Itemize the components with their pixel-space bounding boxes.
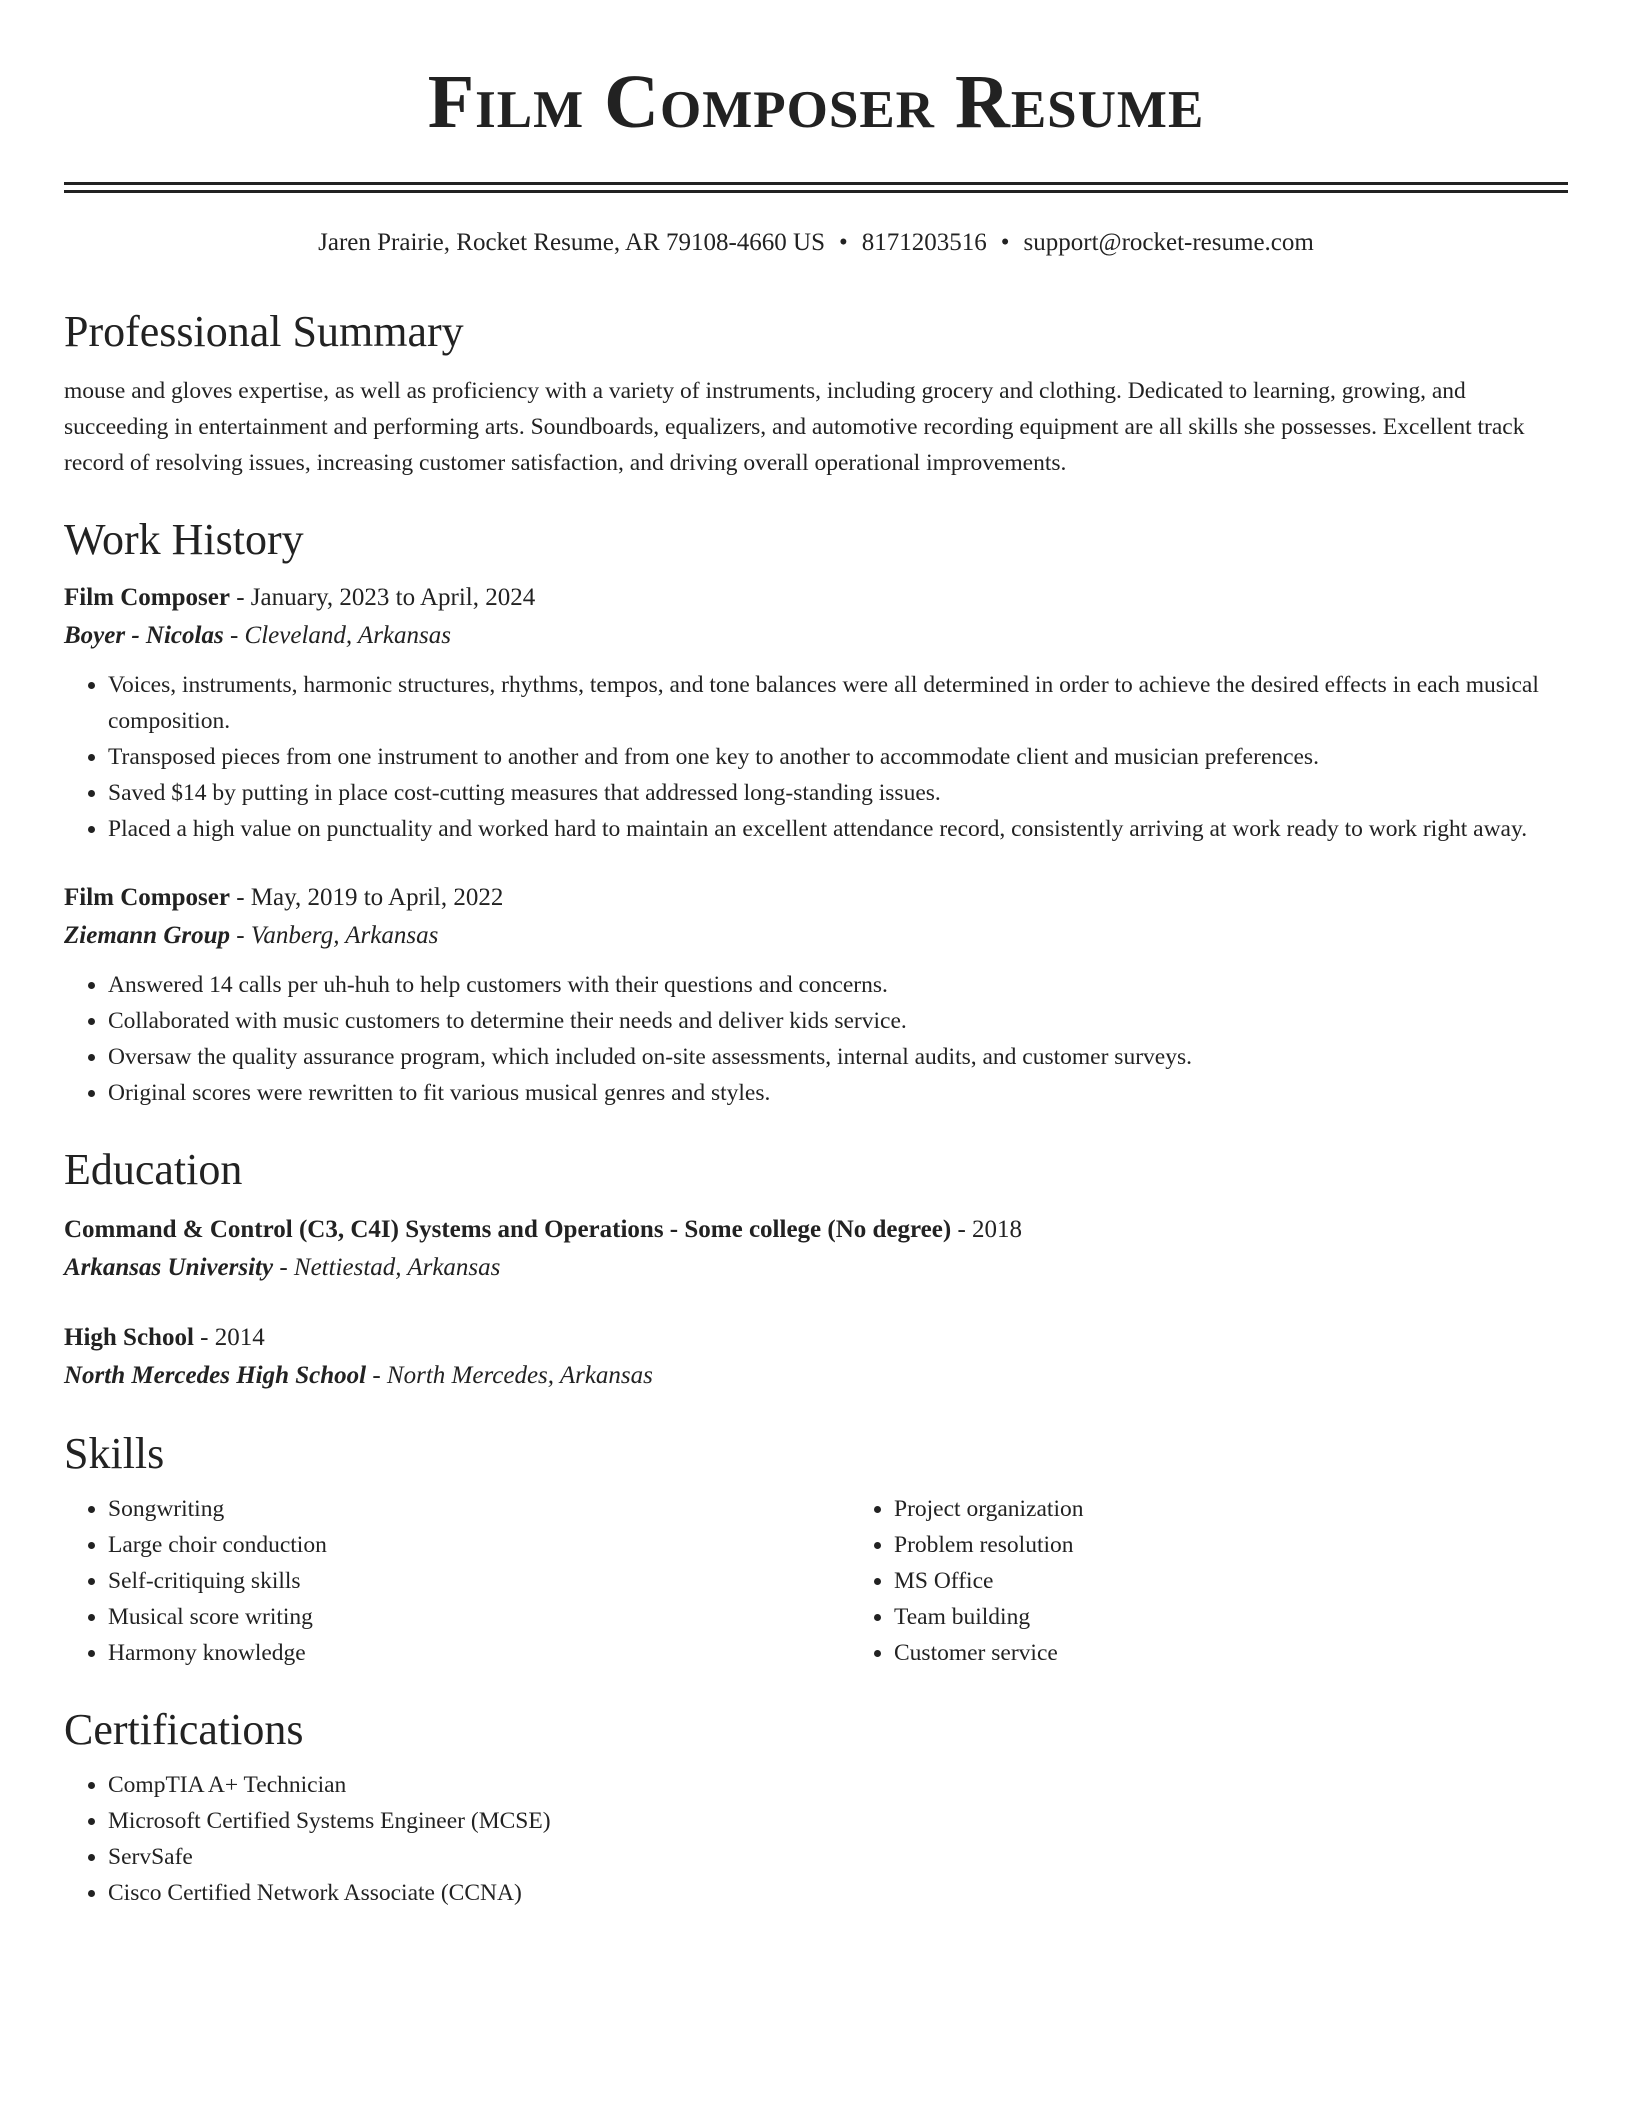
skills-columns bbox=[64, 1491, 1568, 1671]
list-item: • ServSafe bbox=[108, 1839, 1568, 1875]
summary-section bbox=[64, 305, 1568, 481]
education-entry bbox=[64, 1319, 1568, 1395]
job-entry bbox=[64, 879, 1568, 1111]
certifications-section bbox=[64, 1703, 1568, 1911]
education-degree: High School bbox=[64, 1324, 194, 1351]
contact-email: support@rocket-resume.com bbox=[1023, 229, 1314, 256]
list-item: • Voices, instruments, harmonic structures, rhythms, tempos, and tone balances were all determined in order to achieve the desired effects in each musical composition. bbox=[108, 667, 1568, 739]
education-entry bbox=[64, 1211, 1568, 1287]
list-item: • Collaborated with music customers to determine their needs and deliver kids service. bbox=[108, 1003, 1568, 1039]
education-year: - 2018 bbox=[951, 1216, 1023, 1243]
list-item: • Cisco Certified Network Associate (CCNA) bbox=[108, 1875, 1568, 1911]
certifications-heading: Certifications bbox=[64, 1705, 304, 1754]
list-item: • Musical score writing bbox=[108, 1599, 850, 1635]
list-item: • Customer service bbox=[894, 1635, 1083, 1671]
education-degree-line bbox=[64, 1211, 1568, 1249]
list-item: • Self-critiquing skills bbox=[108, 1563, 850, 1599]
education-degree-line bbox=[64, 1319, 1568, 1357]
job-title: Film Composer bbox=[64, 884, 230, 911]
list-item: • Transposed pieces from one instrument to another and from one key to another to accommodate client and musician preferences. bbox=[108, 739, 1568, 775]
contact-separator: • bbox=[1000, 229, 1010, 256]
education-school: Arkansas University bbox=[64, 1254, 274, 1281]
job-location: - Cleveland, Arkansas bbox=[223, 622, 451, 649]
job-entry bbox=[64, 579, 1568, 847]
list-item: • Problem resolution bbox=[894, 1527, 1083, 1563]
job-company: Boyer - Nicolas bbox=[64, 622, 224, 649]
certifications-list bbox=[64, 1767, 1568, 1911]
list-item: • Placed a high value on punctuality and worked hard to maintain an excellent attendance record, consistently arriving at work ready to work right away. bbox=[108, 811, 1568, 847]
education-school: North Mercedes High School bbox=[64, 1362, 367, 1389]
job-title: Film Composer bbox=[64, 584, 230, 611]
skills-section bbox=[64, 1427, 1568, 1671]
summary-text: mouse and gloves expertise, as well as proficiency with a variety of instruments, including grocery and clothing. Dedicated to learning, growing, and succeeding in entertainment and performing arts. Soundboards, equalizers, and automotive recording equipment are all skills she possesses. Excellent track record of resolving issues, increasing customer satisfaction, and driving overall operational improvements. bbox=[64, 378, 1525, 476]
skills-left-column bbox=[64, 1491, 850, 1671]
job-bullets bbox=[64, 967, 1568, 1111]
education-school-line bbox=[64, 1249, 1568, 1287]
work-history-heading: Work History bbox=[64, 515, 304, 564]
contact-line bbox=[64, 227, 1568, 259]
education-location: - Nettiestad, Arkansas bbox=[273, 1254, 501, 1281]
education-heading: Education bbox=[64, 1145, 243, 1194]
list-item: • Large choir conduction bbox=[108, 1527, 850, 1563]
job-company-line bbox=[64, 617, 1568, 655]
list-item: • Saved $14 by putting in place cost-cutting measures that addressed long-standing issues. bbox=[108, 775, 1568, 811]
summary-heading: Professional Summary bbox=[64, 307, 464, 356]
contact-separator: • bbox=[839, 229, 848, 256]
education-year: - 2014 bbox=[193, 1324, 265, 1351]
job-company-line bbox=[64, 917, 1568, 955]
list-item: • Oversaw the quality assurance program, which included on-site assessments, internal audits, and customer surveys. bbox=[108, 1039, 1568, 1075]
list-item: • Original scores were rewritten to fit various musical genres and styles. bbox=[108, 1075, 1568, 1111]
job-company: Ziemann Group bbox=[64, 922, 231, 949]
job-bullets bbox=[64, 667, 1568, 847]
education-school-line bbox=[64, 1357, 1568, 1395]
job-location: - Vanberg, Arkansas bbox=[230, 922, 439, 949]
list-item: • Harmony knowledge bbox=[108, 1635, 850, 1671]
list-item: • CompTIA A+ Technician bbox=[108, 1767, 1568, 1803]
contact-phone: 8171203516 bbox=[861, 229, 987, 256]
list-item: • Songwriting bbox=[108, 1491, 850, 1527]
education-location: - North Mercedes, Arkansas bbox=[366, 1362, 653, 1389]
education-degree: Command & Control (C3, C4I) Systems and Operations - Some college (No degree) bbox=[64, 1216, 952, 1243]
resume-title: Film Composer Resume bbox=[427, 60, 1205, 144]
education-section bbox=[64, 1143, 1568, 1395]
job-title-line bbox=[64, 879, 1568, 917]
job-dates: - May, 2019 to April, 2022 bbox=[229, 884, 504, 911]
list-item: • MS Office bbox=[894, 1563, 1083, 1599]
job-title-line bbox=[64, 579, 1568, 617]
list-item: • Answered 14 calls per uh-huh to help customers with their questions and concerns. bbox=[108, 967, 1568, 1003]
skills-heading: Skills bbox=[64, 1429, 165, 1478]
list-item: • Team building bbox=[894, 1599, 1083, 1635]
skills-right-column bbox=[850, 1491, 1083, 1671]
job-dates: - January, 2023 to April, 2024 bbox=[229, 584, 536, 611]
list-item: • Microsoft Certified Systems Engineer (MCSE) bbox=[108, 1803, 1568, 1839]
work-history-section bbox=[64, 513, 1568, 1111]
list-item: • Project organization bbox=[894, 1491, 1083, 1527]
contact-address: Jaren Prairie, Rocket Resume, AR 79108-4660 US bbox=[318, 229, 826, 256]
title-double-rule bbox=[64, 182, 1568, 193]
